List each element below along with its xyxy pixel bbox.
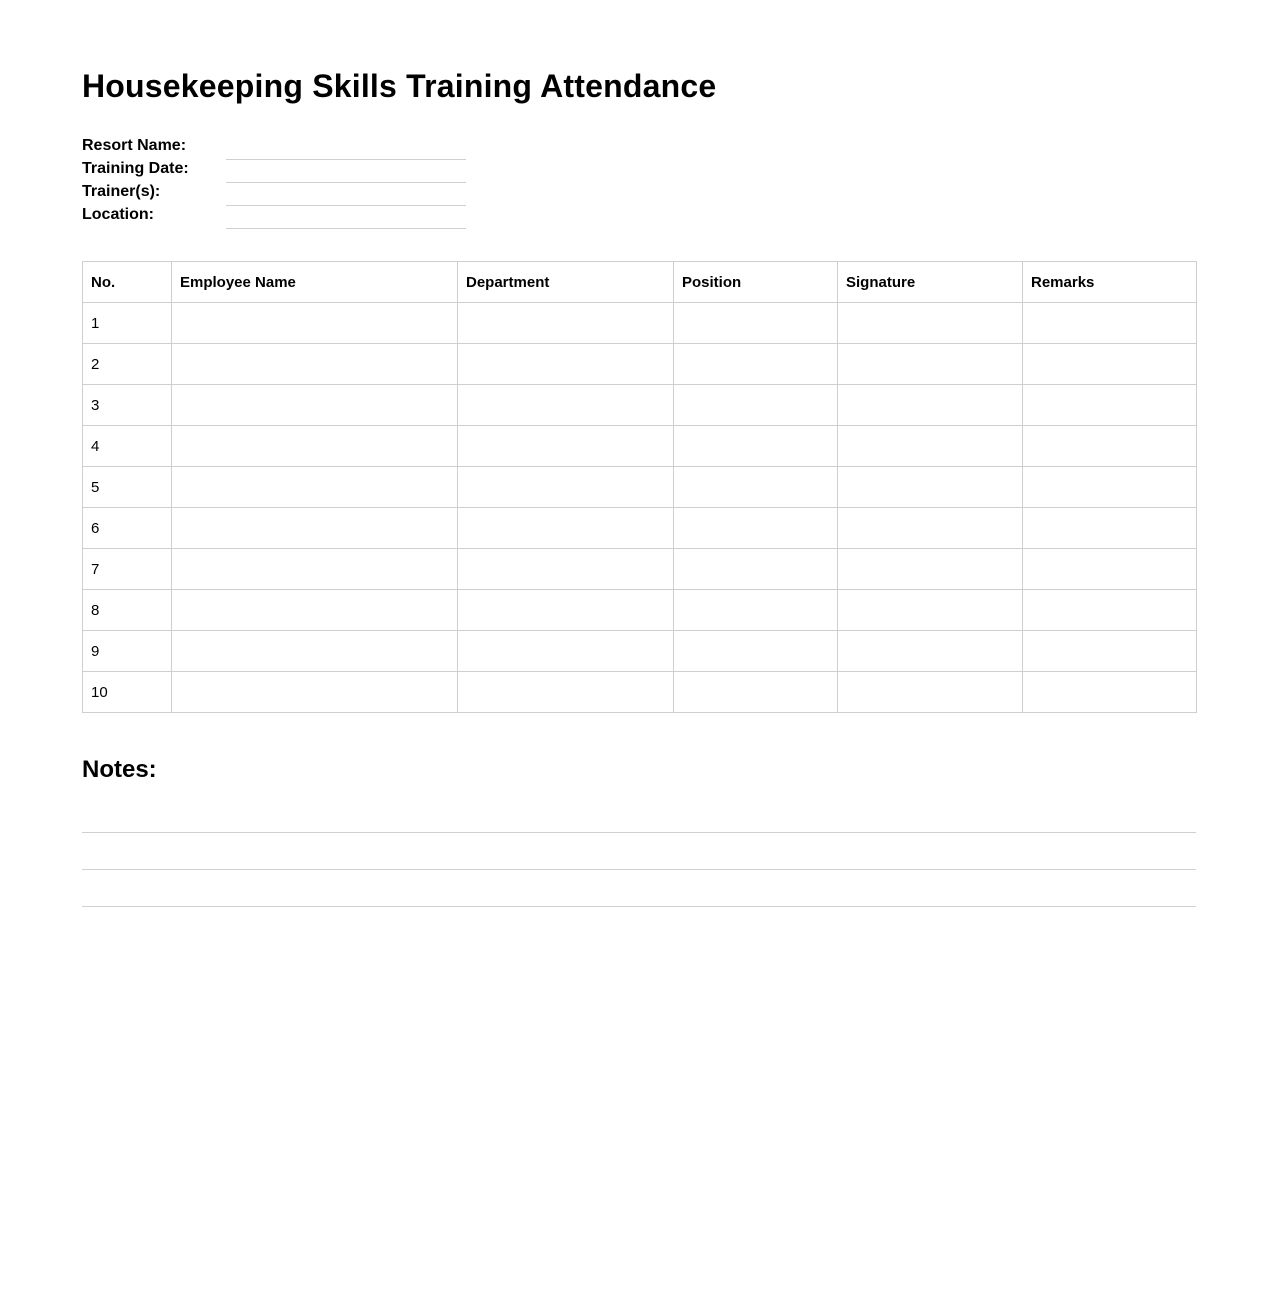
header-signature: Signature — [838, 262, 1023, 303]
trainers-label: Trainer(s): — [82, 183, 161, 200]
department-cell[interactable] — [458, 344, 674, 385]
row-number: 8 — [83, 590, 172, 631]
row-number: 10 — [83, 672, 172, 713]
position-cell[interactable] — [674, 672, 838, 713]
employee-name-cell[interactable] — [172, 303, 458, 344]
department-cell[interactable] — [458, 631, 674, 672]
employee-name-cell[interactable] — [172, 467, 458, 508]
department-cell[interactable] — [458, 385, 674, 426]
employee-name-cell[interactable] — [172, 549, 458, 590]
table-row — [83, 344, 1197, 385]
position-cell[interactable] — [674, 508, 838, 549]
header-remarks: Remarks — [1023, 262, 1197, 303]
remarks-cell[interactable] — [1023, 344, 1197, 385]
signature-cell[interactable] — [838, 426, 1023, 467]
row-number: 6 — [83, 508, 172, 549]
position-cell[interactable] — [674, 549, 838, 590]
notes-line[interactable] — [82, 832, 1196, 833]
table-row — [83, 590, 1197, 631]
table-row — [83, 385, 1197, 426]
table-row — [83, 467, 1197, 508]
department-cell[interactable] — [458, 672, 674, 713]
department-cell[interactable] — [458, 467, 674, 508]
header-no: No. — [83, 262, 172, 303]
resort-name-label: Resort Name: — [82, 137, 187, 154]
department-cell[interactable] — [458, 549, 674, 590]
remarks-cell[interactable] — [1023, 385, 1197, 426]
remarks-cell[interactable] — [1023, 631, 1197, 672]
position-cell[interactable] — [674, 426, 838, 467]
employee-name-cell[interactable] — [172, 590, 458, 631]
employee-name-cell[interactable] — [172, 672, 458, 713]
position-cell[interactable] — [674, 590, 838, 631]
row-number: 3 — [83, 385, 172, 426]
resort-name-row — [82, 134, 482, 157]
signature-cell[interactable] — [838, 672, 1023, 713]
row-number: 2 — [83, 344, 172, 385]
position-cell[interactable] — [674, 631, 838, 672]
table-row — [83, 303, 1197, 344]
employee-name-cell[interactable] — [172, 426, 458, 467]
signature-cell[interactable] — [838, 590, 1023, 631]
signature-cell[interactable] — [838, 508, 1023, 549]
notes-line[interactable] — [82, 869, 1196, 870]
training-date-label: Training Date: — [82, 160, 189, 177]
position-cell[interactable] — [674, 385, 838, 426]
table-row — [83, 672, 1197, 713]
row-number: 1 — [83, 303, 172, 344]
signature-cell[interactable] — [838, 385, 1023, 426]
position-cell[interactable] — [674, 344, 838, 385]
table-row — [83, 631, 1197, 672]
trainers-row — [82, 180, 482, 203]
notes-heading: Notes: — [82, 756, 157, 783]
header-department: Department — [458, 262, 674, 303]
remarks-cell[interactable] — [1023, 590, 1197, 631]
employee-name-cell[interactable] — [172, 508, 458, 549]
table-row — [83, 508, 1197, 549]
signature-cell[interactable] — [838, 549, 1023, 590]
location-field[interactable] — [226, 228, 466, 229]
department-cell[interactable] — [458, 508, 674, 549]
remarks-cell[interactable] — [1023, 549, 1197, 590]
remarks-cell[interactable] — [1023, 508, 1197, 549]
row-number: 9 — [83, 631, 172, 672]
row-number: 4 — [83, 426, 172, 467]
remarks-cell[interactable] — [1023, 303, 1197, 344]
remarks-cell[interactable] — [1023, 467, 1197, 508]
header-position: Position — [674, 262, 838, 303]
header-employee-name: Employee Name — [172, 262, 458, 303]
remarks-cell[interactable] — [1023, 672, 1197, 713]
department-cell[interactable] — [458, 303, 674, 344]
position-cell[interactable] — [674, 303, 838, 344]
page-title: Housekeeping Skills Training Attendance — [82, 68, 717, 104]
attendance-table — [82, 261, 1197, 713]
department-cell[interactable] — [458, 590, 674, 631]
signature-cell[interactable] — [838, 467, 1023, 508]
location-label: Location: — [82, 206, 154, 223]
notes-line[interactable] — [82, 906, 1196, 907]
employee-name-cell[interactable] — [172, 631, 458, 672]
remarks-cell[interactable] — [1023, 426, 1197, 467]
signature-cell[interactable] — [838, 303, 1023, 344]
training-info — [82, 134, 482, 226]
employee-name-cell[interactable] — [172, 385, 458, 426]
location-row — [82, 203, 482, 226]
row-number: 5 — [83, 467, 172, 508]
employee-name-cell[interactable] — [172, 344, 458, 385]
signature-cell[interactable] — [838, 631, 1023, 672]
signature-cell[interactable] — [838, 344, 1023, 385]
table-row — [83, 426, 1197, 467]
department-cell[interactable] — [458, 426, 674, 467]
row-number: 7 — [83, 549, 172, 590]
training-date-row — [82, 157, 482, 180]
table-row — [83, 549, 1197, 590]
table-header-row — [83, 262, 1197, 303]
position-cell[interactable] — [674, 467, 838, 508]
